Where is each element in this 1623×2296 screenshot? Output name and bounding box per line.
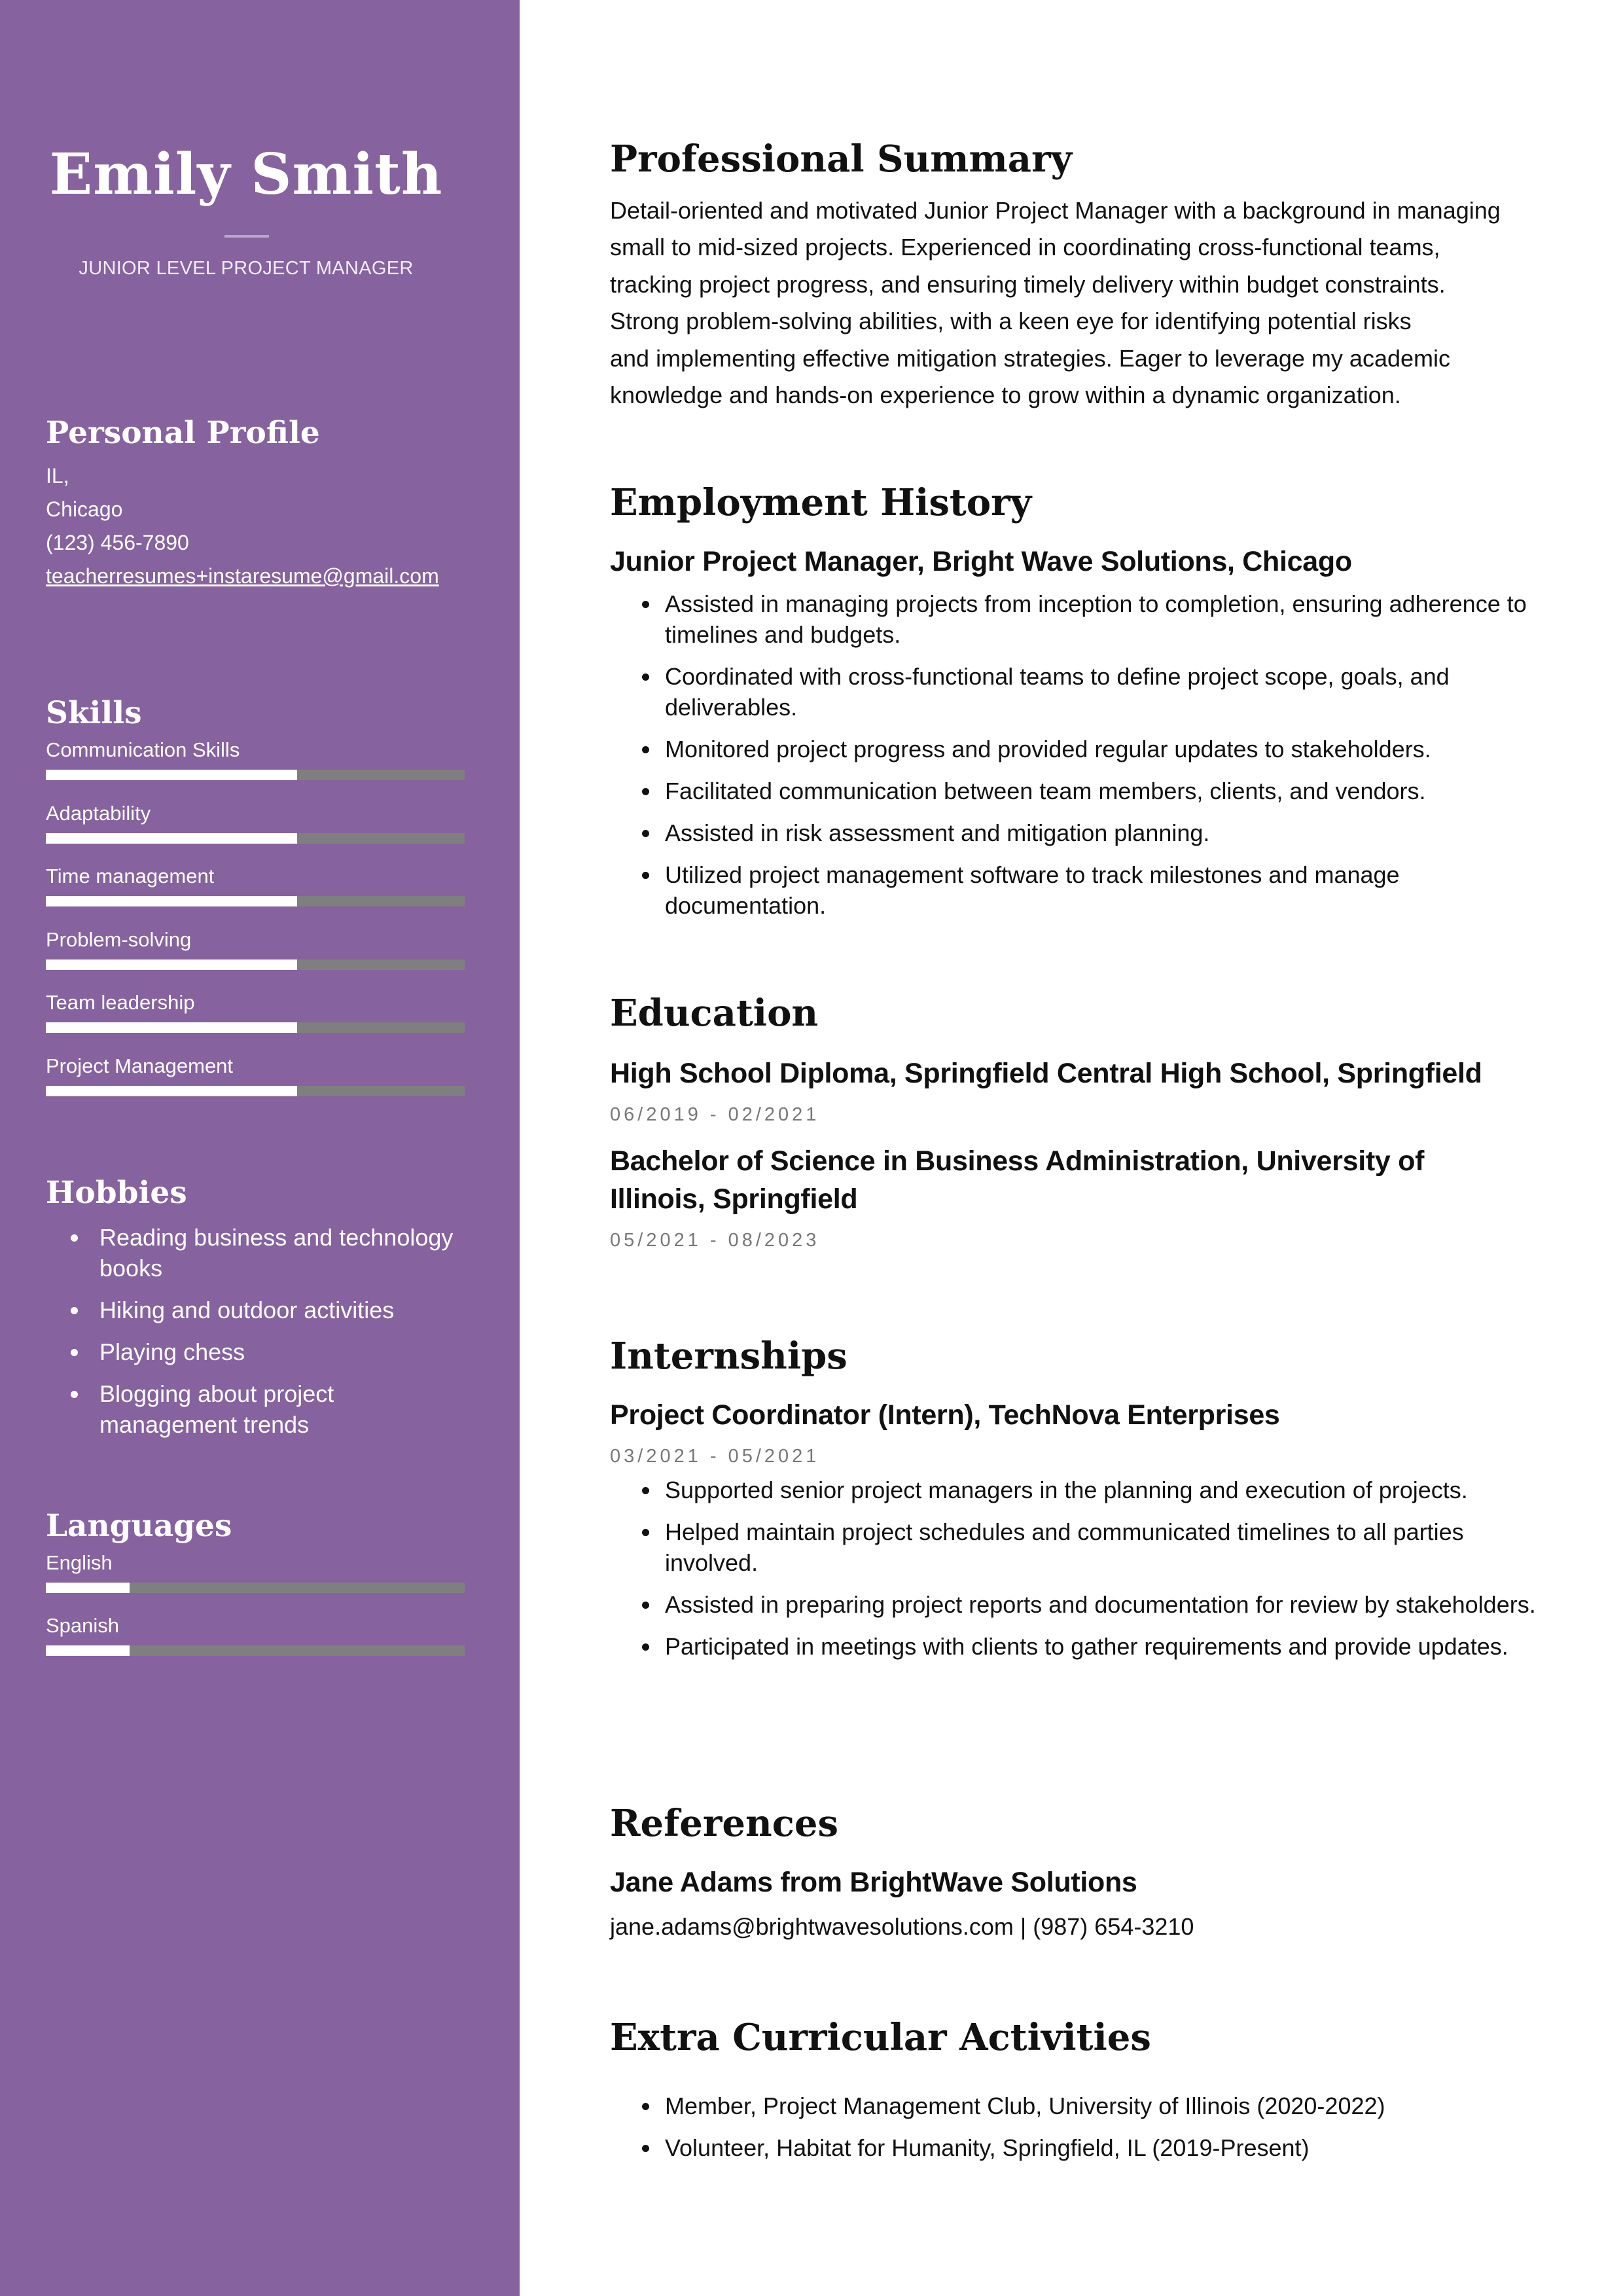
languages-heading: Languages [46, 1508, 232, 1544]
personal-profile-heading: Personal Profile [46, 415, 320, 451]
internship-bullet: Supported senior project managers in the planning and execution of projects. [665, 1475, 1539, 1505]
skill-level-bar [46, 833, 465, 844]
skill-label: Problem-solving [46, 927, 192, 951]
language-item [46, 1609, 465, 1672]
skill-item [46, 1049, 465, 1113]
summary-section [610, 136, 1539, 414]
skill-label: Team leadership [46, 991, 195, 1014]
hobbies-heading: Hobbies [46, 1175, 187, 1211]
skill-level-bar [46, 1086, 465, 1096]
profile-phone: (123) 456-7890 [46, 531, 189, 554]
skill-level-fill [46, 1022, 297, 1033]
hobbies-section [46, 1174, 465, 1451]
internship-bullets [610, 1475, 1539, 1662]
job-title: JUNIOR LEVEL PROJECT MANAGER [79, 258, 414, 279]
skill-item [46, 733, 465, 797]
job-bullet: Assisted in risk assessment and mitigation planning. [665, 817, 1539, 848]
sidebar [0, 0, 520, 2296]
summary-line: tracking project progress, and ensuring timely delivery within budget constraints. [610, 270, 1446, 298]
skill-level-fill [46, 1086, 297, 1096]
extracurricular-item: Member, Project Management Club, University of Illinois (2020-2022) [665, 2090, 1539, 2121]
skills-section [46, 694, 465, 1113]
summary-line: knowledge and hands-on experience to grow within a dynamic organization. [610, 382, 1401, 409]
extracurricular-section [610, 2015, 1539, 2174]
summary-heading: Professional Summary [610, 137, 1073, 181]
summary-line: and implementing effective mitigation strategies. Eager to leverage my academic [610, 344, 1450, 372]
reference-contact [610, 1910, 1539, 1943]
reference-email[interactable]: jane.adams@brightwavesolutions.com [610, 1913, 1014, 1940]
extracurricular-item: Volunteer, Habitat for Humanity, Springfield, IL (2019-Present) [665, 2132, 1539, 2163]
reference-name: Jane Adams from BrightWave Solutions [610, 1867, 1137, 1898]
skill-level-fill [46, 960, 297, 970]
internship-bullet: Assisted in preparing project reports and documentation for review by stakeholders. [665, 1589, 1539, 1620]
candidate-name: Emily Smith [49, 141, 443, 207]
internships-heading: Internships [610, 1335, 847, 1378]
language-level-fill [46, 1583, 130, 1593]
language-item [46, 1546, 465, 1609]
language-level-bar [46, 1583, 465, 1593]
extracurricular-list [610, 2090, 1539, 2163]
education-title: High School Diploma, Springfield Central High School, Springfield [610, 1058, 1482, 1089]
references-heading: References [610, 1802, 838, 1845]
language-label: English [46, 1551, 113, 1574]
skill-item [46, 797, 465, 860]
employment-heading: Employment History [610, 481, 1032, 524]
job-bullet: Assisted in managing projects from inception to completion, ensuring adherence to timelines and budgets. [665, 588, 1539, 650]
reference-phone: (987) 654-3210 [1033, 1913, 1194, 1940]
language-label: Spanish [46, 1614, 120, 1637]
education-section [610, 990, 1539, 1253]
skill-level-fill [46, 770, 297, 780]
hobby-item: Playing chess [99, 1336, 465, 1367]
job-bullet: Coordinated with cross-functional teams to define project scope, goals, and deliverables. [665, 661, 1539, 723]
internship-bullet: Helped maintain project schedules and communicated timelines to all parties involved. [665, 1516, 1539, 1578]
employment-section [610, 480, 1539, 932]
job-title: Junior Project Manager, Bright Wave Solutions, Chicago [610, 546, 1352, 577]
summary-line: Detail-oriented and motivated Junior Project Manager with a background in managing [610, 197, 1501, 224]
internship-title: Project Coordinator (Intern), TechNova Enterprises [610, 1399, 1280, 1431]
reference-separator: | [1020, 1913, 1027, 1940]
education-dates: 06/2019 - 02/2021 [610, 1104, 820, 1125]
internships-section [610, 1333, 1539, 1673]
skill-level-bar [46, 770, 465, 780]
language-level-bar [46, 1645, 465, 1656]
skill-level-bar [46, 1022, 465, 1033]
profile-email-link[interactable]: teacherresumes+instaresume@gmail.com [46, 564, 439, 588]
references-section [610, 1801, 1539, 1943]
skill-level-bar [46, 960, 465, 970]
skill-level-fill [46, 833, 297, 844]
profile-city: Chicago [46, 497, 123, 521]
hobby-item: Reading business and technology books [99, 1222, 465, 1283]
education-dates: 05/2021 - 08/2023 [610, 1230, 820, 1251]
job-bullet: Utilized project management software to track milestones and manage documentation. [665, 859, 1539, 921]
skill-level-fill [46, 896, 297, 906]
languages-section [46, 1507, 465, 1672]
profile-state: IL, [46, 464, 69, 488]
summary-text [610, 192, 1539, 414]
language-level-fill [46, 1645, 130, 1656]
skill-label: Project Management [46, 1054, 234, 1077]
summary-line: small to mid-sized projects. Experienced in coordinating cross-functional teams, [610, 234, 1440, 261]
skill-item [46, 859, 465, 923]
personal-profile-section [46, 414, 465, 593]
extracurricular-heading: Extra Curricular Activities [610, 2016, 1151, 2059]
education-title: Bachelor of Science in Business Administration, University of Illinois, Springfield [610, 1145, 1425, 1215]
skill-label: Adaptability [46, 801, 151, 825]
internship-dates: 03/2021 - 05/2021 [610, 1446, 820, 1467]
skill-label: Communication Skills [46, 738, 240, 761]
skill-item [46, 986, 465, 1049]
job-bullets [610, 588, 1539, 921]
internship-bullet: Participated in meetings with clients to gather requirements and provide updates. [665, 1631, 1539, 1662]
name-divider [224, 235, 269, 238]
job-bullet: Facilitated communication between team members, clients, and vendors. [665, 776, 1539, 806]
summary-line: Strong problem-solving abilities, with a keen eye for identifying potential risks [610, 308, 1412, 335]
hobbies-list [46, 1222, 465, 1440]
skill-item [46, 923, 465, 986]
education-heading: Education [610, 992, 819, 1035]
skill-level-bar [46, 896, 465, 906]
hobby-item: Hiking and outdoor activities [99, 1295, 465, 1325]
skill-label: Time management [46, 865, 215, 888]
job-bullet: Monitored project progress and provided regular updates to stakeholders. [665, 734, 1539, 764]
hobby-item: Blogging about project management trends [99, 1378, 465, 1440]
skills-heading: Skills [46, 695, 142, 731]
